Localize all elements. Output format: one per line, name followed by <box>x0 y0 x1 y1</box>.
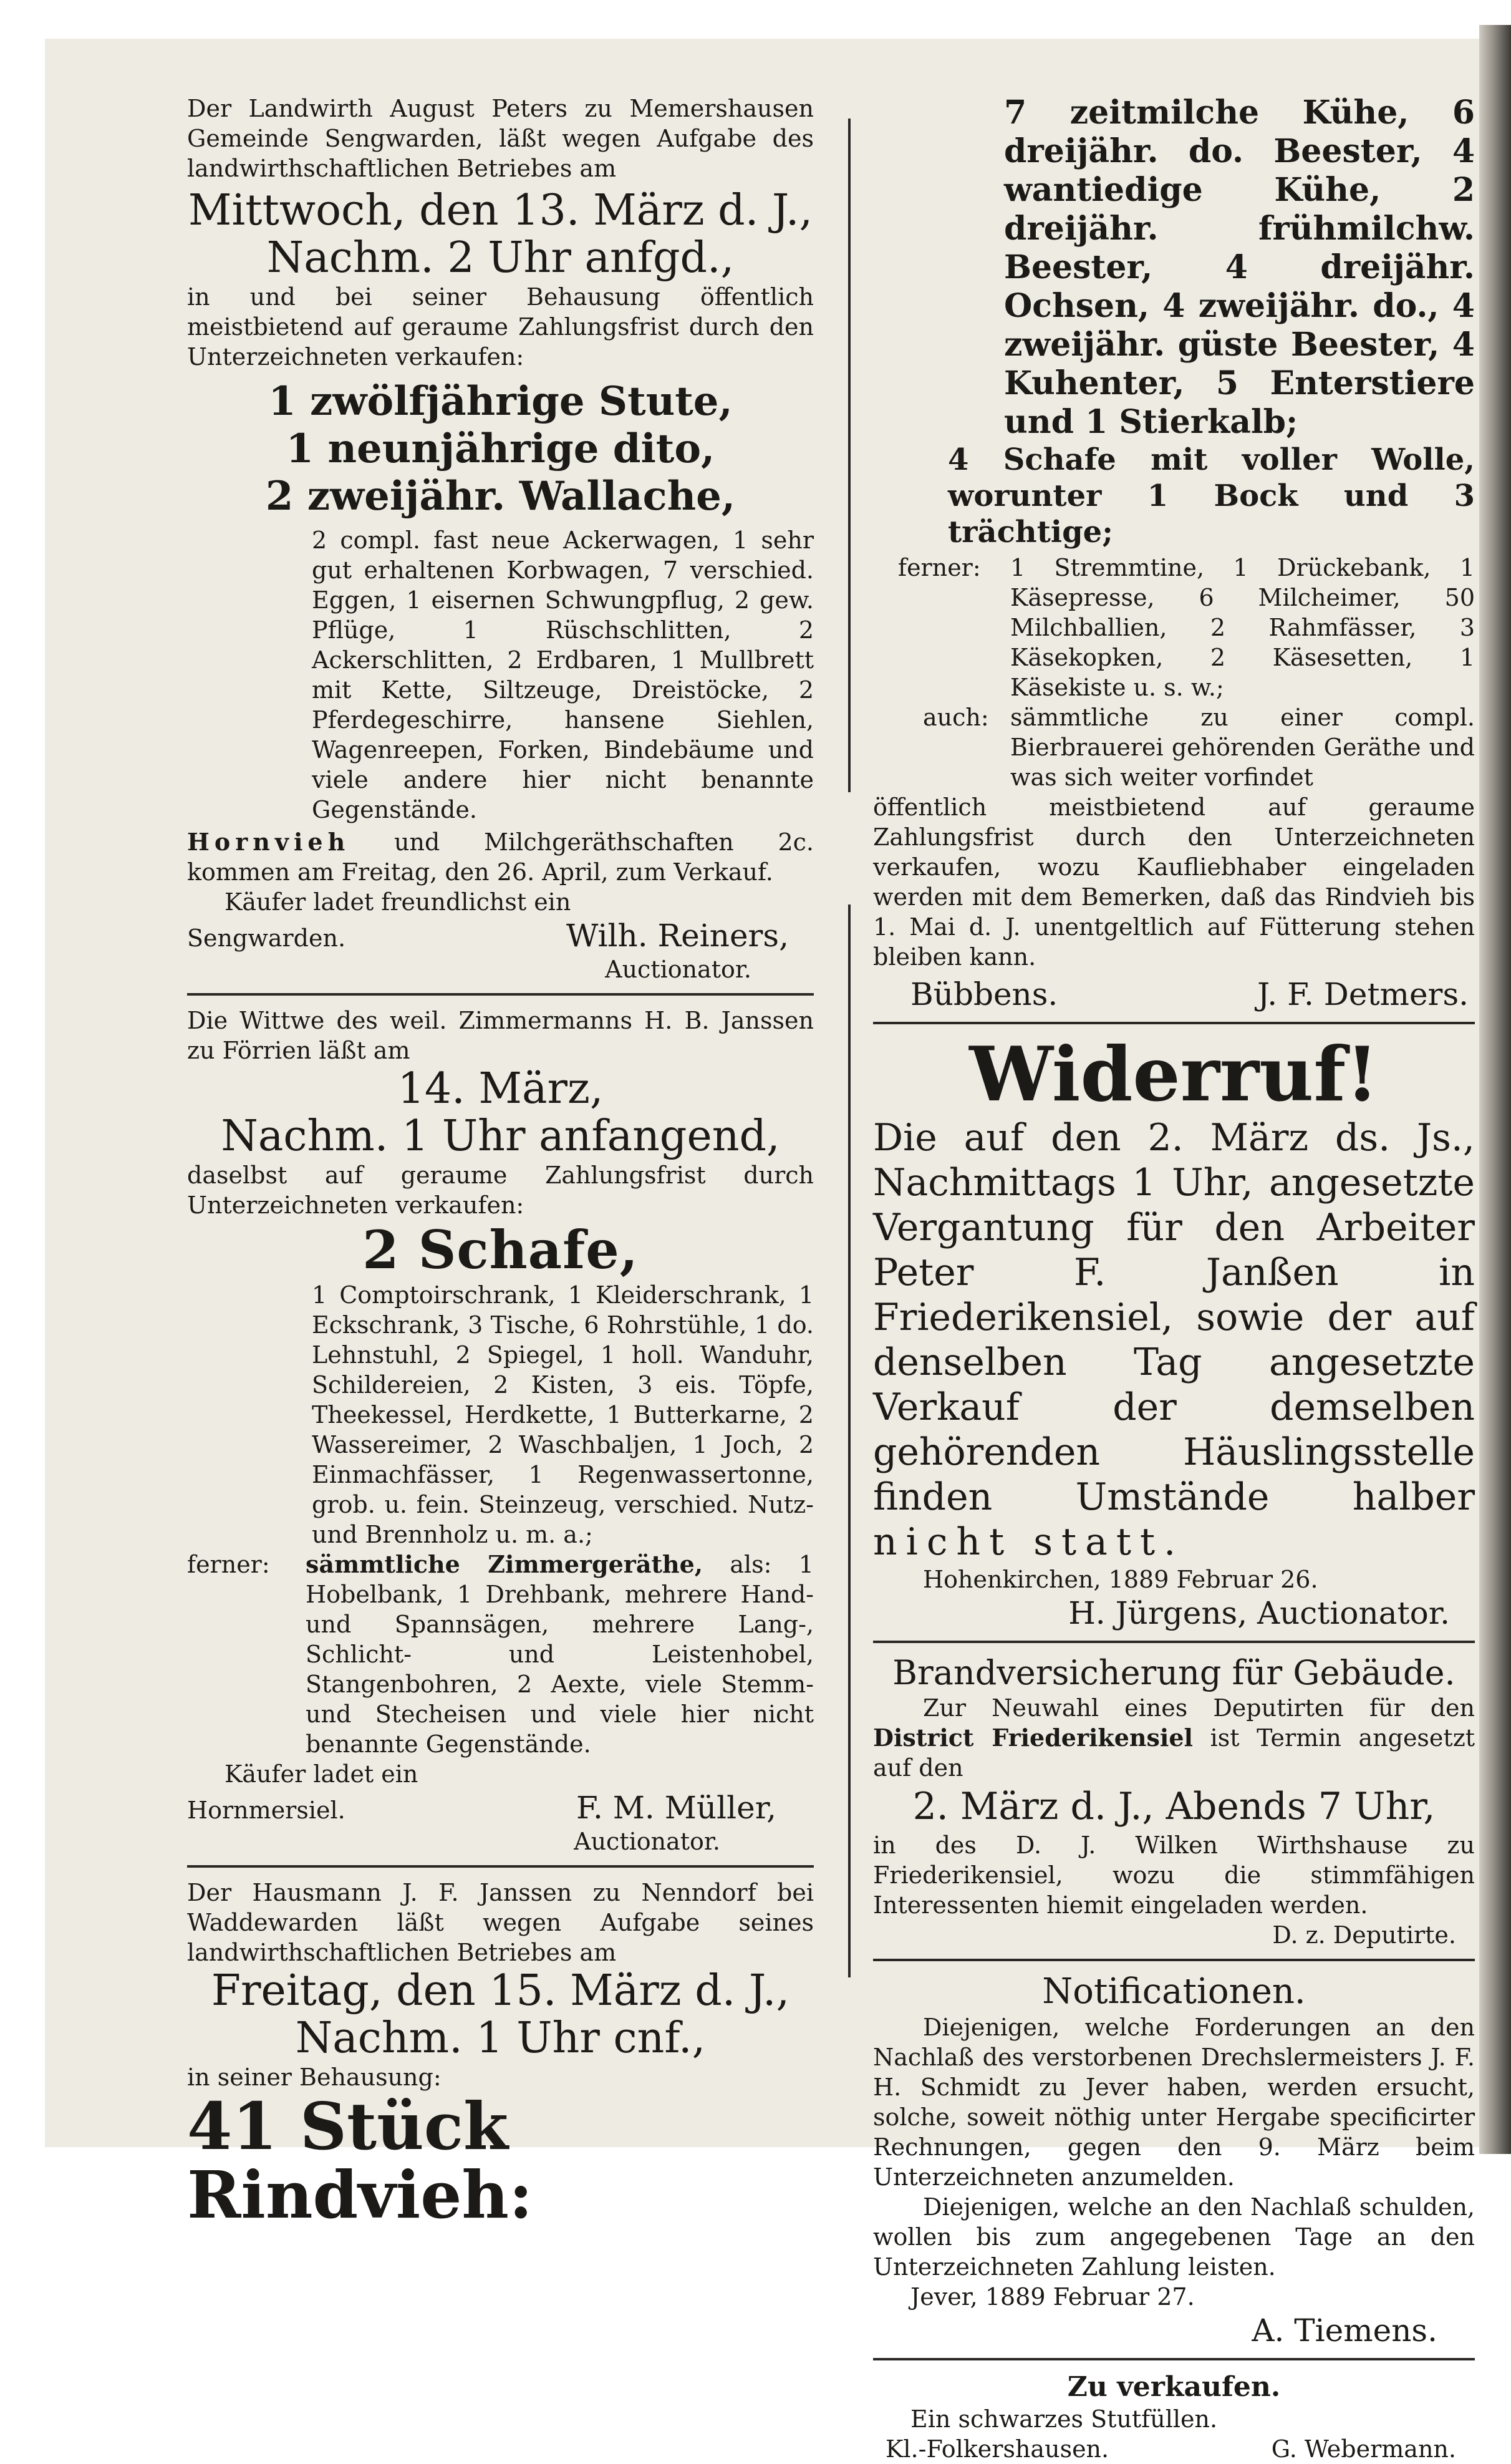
page-edge <box>1479 25 1511 2154</box>
ad-time: Nachm. 1 Uhr anfangend, <box>221 1112 780 1161</box>
ad-auctioneer: Wilh. Reiners, <box>566 918 789 954</box>
notice-dateline: Jever, 1889 Februar 27. <box>910 2283 1195 2311</box>
notice-body-text: Die auf den 2. März ds. Js., Nachmittags 1 Uhr, angesetzte Vergantung für den Arbeiter Peter F. Janßen in Friederikensiel, sowie der auf denselben Tag angesetzte Verkauf der demselben gehörenden Häuslingsstelle finden Umstände halber <box>873 1116 1475 1519</box>
notice-body-text: Zur Neuwahl eines Deputirten für den <box>923 1694 1475 1722</box>
ad-ferner-label: ferner: <box>187 1551 270 1578</box>
ad-ferner-label: ferner: <box>898 554 981 581</box>
column-divider <box>848 905 851 1977</box>
notice-brandversicherung <box>873 1653 1475 1950</box>
notice-date: 2. März d. J., Abends 7 Uhr, <box>912 1785 1436 1828</box>
left-column <box>187 94 814 2233</box>
ad-ferner-emphasis: sämmtliche Zimmergeräthe, <box>306 1550 703 1578</box>
notice-signer: A. Tiemens. <box>1252 2312 1437 2349</box>
notice-body-emphasis: nicht statt. <box>873 1520 1185 1564</box>
notice-dateline: Hohenkirchen, 1889 Februar 26. <box>923 1566 1318 1593</box>
column-divider <box>848 119 851 792</box>
ad-zu-verkaufen <box>873 2370 1475 2464</box>
auction-ad-janssen-nenndorf <box>187 1878 814 2233</box>
ad-signature-row <box>873 976 1475 1013</box>
ad-intro: Die Wittwe des weil. Zimmermanns H. B. Janssen zu Förrien läßt am <box>187 1007 814 1064</box>
notice-heading: Notificationen. <box>1042 1971 1306 2012</box>
notice-body-text: ist Termin angesetzt auf den <box>873 1724 1475 1782</box>
ad-signature-row <box>187 917 814 954</box>
ad-separator <box>873 2358 1475 2360</box>
ad-item-list: 1 Comptoirschrank, 1 Kleiderschrank, 1 Eckschrank, 3 Tische, 6 Rohrstühle, 1 do. Lehnstuhl, 2 Spiegel, 1 holl. Wanduhr, Schildereien, 2 Kisten, 3 eis. Töpfe, Theekessel, Herdkette, 1 Butterkarne, 2 Wassereimer, 2 Waschbaljen, 1 Joch, 2 Einmachfässer, 1 Regenwassertonne, grob. u. fein. Steinzeug, verschied. Nutz- und Brennholz u. m. a.; <box>312 1281 814 1548</box>
ad-separator <box>187 993 814 996</box>
ad-item-list: 2 compl. fast neue Ackerwagen, 1 sehr gut erhaltenen Korbwagen, 7 verschied. Eggen, 1 eisernen Schwungpflug, 2 gew. Pflüge, 1 Rüschschlitten, 2 Ackerschlitten, 2 Erdbaren, 1 Mullbrett mit Kette, Siltzeuge, Dreistöcke, 2 Pferdegeschirre, hansene Siehlen, Wagenreepen, Forken, Bindebäume und viele andere hier nicht benannte Gegenstände. <box>312 526 814 823</box>
ad-item: 41 Stück Rindvieh: <box>187 2088 533 2233</box>
notice-signer: H. Jürgens, Auctionator. <box>1068 1595 1450 1631</box>
ad-ferner-block <box>187 1550 814 1759</box>
auction-ad-peters <box>187 94 814 984</box>
ad-signer: J. F. Detmers. <box>1257 976 1469 1012</box>
notice-body-tail: in des D. J. Wilken Wirthshause zu Friederikensiel, wozu die stimmfähigen Interessenten hiemit eingeladen werden. <box>873 1831 1475 1919</box>
ad-note-text: und Milchgeräthschaften 2c. kommen am Freitag, den 26. April, zum Verkauf. <box>187 828 814 886</box>
ad-auch-label: auch: <box>923 704 989 731</box>
ad-place: Hornmersiel. <box>187 1797 345 1824</box>
ad-date: Mittwoch, den 13. März d. J., <box>188 186 813 235</box>
ad-separator <box>187 1865 814 1868</box>
notice-para: Diejenigen, welche Forderungen an den Nachlaß des verstorbenen Drechslermeisters J. F. H. Schmidt zu Jever haben, werden ersucht, solche, soweit nöthig unter Hergabe specificirter Rechnungen, gegen den 9. März beim Unterzeichneten anzumelden. <box>873 2014 1475 2191</box>
ad-auctioneer: F. M. Müller, <box>576 1790 776 1826</box>
ad-time: Nachm. 1 Uhr cnf., <box>295 2014 706 2063</box>
notice-heading: Brandversicherung für Gebäude. <box>892 1653 1455 1692</box>
ad-date: Freitag, den 15. März d. J., <box>211 1966 790 2015</box>
notice-para: Diejenigen, welche an den Nachlaß schulden, wollen bis zum angegebenen Tage an den Unterzeichneten Zahlung leisten. <box>873 2193 1475 2281</box>
ad-ferner-text: 1 Stremmtine, 1 Drückebank, 1 Käsepresse, 6 Milcheimer, 50 Milchballien, 2 Rahmfässer, 3 Käsekopken, 2 Käsesetten, 1 Käsekiste u. s. w.; <box>1010 554 1475 701</box>
ad-place: Bübbens. <box>910 976 1058 1012</box>
ad-separator <box>873 1022 1475 1024</box>
ad-time: Nachm. 2 Uhr anfgd., <box>266 233 735 283</box>
ad-buyers: Käufer ladet freundlichst ein <box>224 888 571 916</box>
ad-item: 2 zweijähr. Wallache, <box>265 473 736 520</box>
notice-heading: Widerruf! <box>969 1031 1379 1118</box>
ad-ferner-block <box>873 553 1475 702</box>
ad-auctioneer-title: Auctionator. <box>574 1828 720 1855</box>
ad-ferner-list: als: 1 Hobelbank, 1 Drehbank, mehrere Hand- und Spannsägen, mehrere Lang-, Schlicht- und Leistenhobel, Stangenbohren, 2 Aexte, viele Stemm- und Stecheisen und viele hier nicht benannte Gegenstände. <box>306 1551 814 1758</box>
ad-heading: Zu verkaufen. <box>1067 2371 1281 2403</box>
ad-ferner-text <box>306 1550 814 1759</box>
notice-body <box>873 1115 1475 1564</box>
ad-buyers: Käufer ladet ein <box>224 1760 418 1788</box>
ad-auch-text: sämmtliche zu einer compl. Bierbrauerei gehörenden Geräthe und was sich weiter vorfindet <box>1010 704 1475 791</box>
ad-note <box>187 827 814 887</box>
ad-separator <box>873 1959 1475 1961</box>
auction-ad-detmers <box>873 94 1475 1013</box>
notice-signer: D. z. Deputirte. <box>1272 1921 1456 1949</box>
right-column <box>873 94 1475 2463</box>
ad-item: 1 neunjährige dito, <box>286 425 715 472</box>
ad-intro: Der Hausmann J. F. Janssen zu Nenndorf bei Waddewarden läßt wegen Aufgabe seines landwirthschaftlichen Betriebes am <box>187 1879 814 1966</box>
notice-notificationen <box>873 1971 1475 2349</box>
notice-widerruf <box>873 1031 1475 1632</box>
ad-cattle: 7 zeitmilche Kühe, 6 dreijähr. do. Beester, 4 wantiedige Kühe, 2 dreijähr. frühmilchw. Beester, 4 dreijähr. Ochsen, 4 zweijähr. do., 4 zweijähr. güste Beester, 4 Kuhenter, 5 Enterstiere und 1 Stierkalb; <box>1004 94 1475 441</box>
ad-sheep: 4 Schafe mit voller Wolle, worunter 1 Bock und 3 trächtige; <box>948 442 1475 550</box>
ad-auch-block <box>873 702 1475 792</box>
notice-body <box>873 1693 1475 1783</box>
ad-intro: Der Landwirth August Peters zu Memershausen Gemeinde Sengwarden, läßt wegen Aufgabe des landwirthschaftlichen Betriebes am <box>187 95 814 182</box>
notice-body-emphasis: District Friederikensiel <box>873 1724 1193 1752</box>
ad-signature-row <box>873 2434 1475 2464</box>
ad-signer: G. Webermann. <box>1271 2435 1456 2463</box>
ad-item: 1 zwölfjährige Stute, <box>268 378 733 425</box>
ad-terms: öffentlich meistbietend auf geraume Zahlungsfrist durch den Unterzeichneten verkaufen, wozu Kaufliebhaber eingeladen werden mit dem Bemerken, daß das Rindvieh bis 1. Mai d. J. unentgeltlich auf Fütterung stehen bleiben kann. <box>873 793 1475 971</box>
ad-terms: daselbst auf geraume Zahlungsfrist durch Unterzeichneten verkaufen: <box>187 1162 814 1219</box>
ad-terms: in und bei seiner Behausung öffentlich meistbietend auf geraume Zahlungsfrist durch den Unterzeichneten verkaufen: <box>187 283 814 371</box>
ad-auctioneer-title: Auctionator. <box>605 956 751 983</box>
ad-date: 14. März, <box>397 1064 604 1113</box>
ad-separator <box>873 1641 1475 1643</box>
ad-signature-row <box>187 1789 814 1826</box>
ad-note-emphasis: Hornvieh <box>187 828 350 856</box>
ad-place: Kl.-Folkershausen. <box>886 2435 1109 2463</box>
ad-place: Sengwarden. <box>187 924 346 952</box>
ad-body: Ein schwarzes Stutfüllen. <box>910 2405 1218 2433</box>
auction-ad-janssen-widow <box>187 1006 814 1856</box>
ad-item: 2 Schafe, <box>362 1219 639 1281</box>
ad-place: in seiner Behausung: <box>187 2064 442 2091</box>
